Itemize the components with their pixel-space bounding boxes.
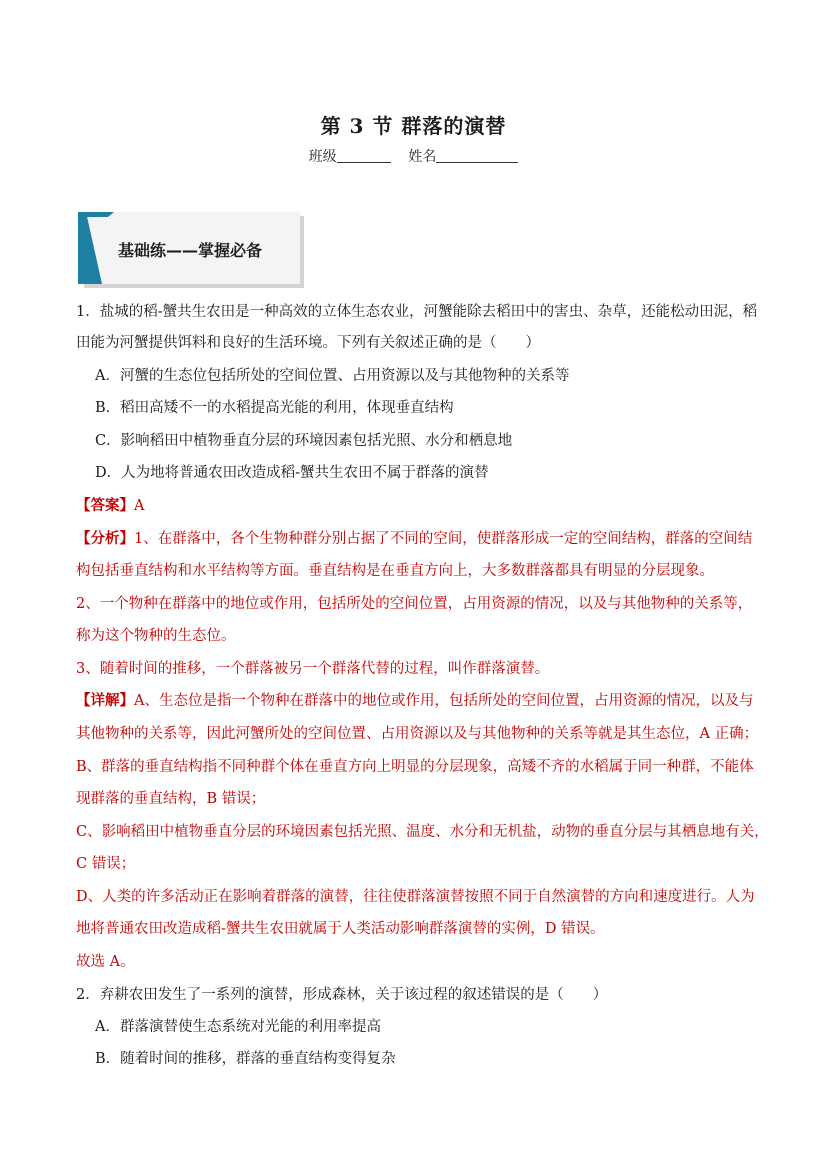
q2-stem: 2．弃耕农田发生了一系列的演替，形成森林，关于该过程的叙述错误的是（ ） xyxy=(76,987,608,1003)
answer-value: A xyxy=(134,498,145,514)
q1-stem-line-2: 田能为河蟹提供饵料和良好的生活环境。下列有关叙述正确的是（ ） xyxy=(76,335,540,351)
class-blank xyxy=(337,148,391,163)
class-name-line xyxy=(0,146,827,166)
q1-option-d: D．人为地将普通农田改造成稻-蟹共生农田不属于群落的演替 xyxy=(95,465,489,481)
detail-text: A、生态位是指一个物种在群落中的地位或作用，包括所处的空间位置，占用资源的情况，以及与 xyxy=(134,693,754,709)
detail-tag: 【详解】 xyxy=(76,692,134,709)
answer-tag: 【答案】 xyxy=(76,497,134,514)
analysis-text: 1、在群落中，各个生物种群分别占据了不同的空间，使群落形成一定的空间结构，群落的空间结 xyxy=(134,531,753,547)
section-banner xyxy=(78,212,304,288)
q1-analysis-line-1 xyxy=(76,529,752,549)
page-title: 第 3 节 群落的演替 xyxy=(320,114,507,138)
q1-analysis-line-5: 3、随着时间的推移，一个群落被另一个群落代替的过程，叫作群落演替。 xyxy=(76,661,550,677)
q1-analysis-line-2: 构包括垂直结构和水平结构等方面。垂直结构是在垂直方向上，大多数群落都具有明显的分层现象。 xyxy=(76,563,714,579)
q1-detail-line-8: 地将普通农田改造成稻-蟹共生农田就属于人类活动影响群落演替的实例，D 错误。 xyxy=(76,921,605,937)
q1-option-b: B．稻田高矮不一的水稻提高光能的利用，体现垂直结构 xyxy=(95,400,454,416)
q1-analysis-line-3: 2、一个物种在群落中的地位或作用，包括所处的空间位置，占用资源的情况，以及与其他物种的关系等， xyxy=(76,596,753,612)
banner-text: 基础练——掌握必备 xyxy=(118,241,263,260)
q1-detail-line-6: C 错误； xyxy=(76,856,136,872)
q1-analysis-line-4: 称为这个物种的生态位。 xyxy=(76,628,236,644)
q1-option-c: C．影响稻田中植物垂直分层的环境因素包括光照、水分和栖息地 xyxy=(95,433,513,449)
q1-stem-line-1: 1．盐城的稻-蟹共生农田是一种高效的立体生态农业，河蟹能除去稻田中的害虫、杂草，还能松动田泥，稻 xyxy=(76,304,758,320)
q2-option-b: B．随着时间的推移，群落的垂直结构变得复杂 xyxy=(95,1051,396,1067)
q2-option-a: A．群落演替使生态系统对光能的利用率提高 xyxy=(95,1019,381,1035)
class-label: 班级 xyxy=(308,149,337,165)
q1-detail-line-2: 其他物种的关系等，因此河蟹所处的空间位置、占用资源以及与其他物种的关系等就是其生态位，A 正确； xyxy=(76,726,759,742)
q1-detail-line-5: C、影响稻田中植物垂直分层的环境因素包括光照、温度、水分和无机盐，动物的垂直分层与其栖息地有关， xyxy=(76,824,769,840)
analysis-tag: 【分析】 xyxy=(76,530,134,547)
q1-conclusion: 故选 A。 xyxy=(76,954,135,970)
q1-answer xyxy=(76,496,144,516)
q1-detail-line-4: 现群落的垂直结构，B 错误； xyxy=(76,791,266,807)
q1-detail-line-3: B、群落的垂直结构指不同种群个体在垂直方向上明显的分层现象，高矮不齐的水稻属于同一种群，不能体 xyxy=(76,759,754,775)
q1-option-a: A．河蟹的生态位包括所处的空间位置、占用资源以及与其他物种的关系等 xyxy=(95,368,570,384)
q1-detail-line-1 xyxy=(76,691,753,711)
q1-detail-line-7: D、人类的许多活动正在影响着群落的演替，往往使群落演替按照不同于自然演替的方向和速度进行。人为 xyxy=(76,889,755,905)
name-label: 姓名 xyxy=(408,149,437,165)
name-blank xyxy=(436,148,518,163)
